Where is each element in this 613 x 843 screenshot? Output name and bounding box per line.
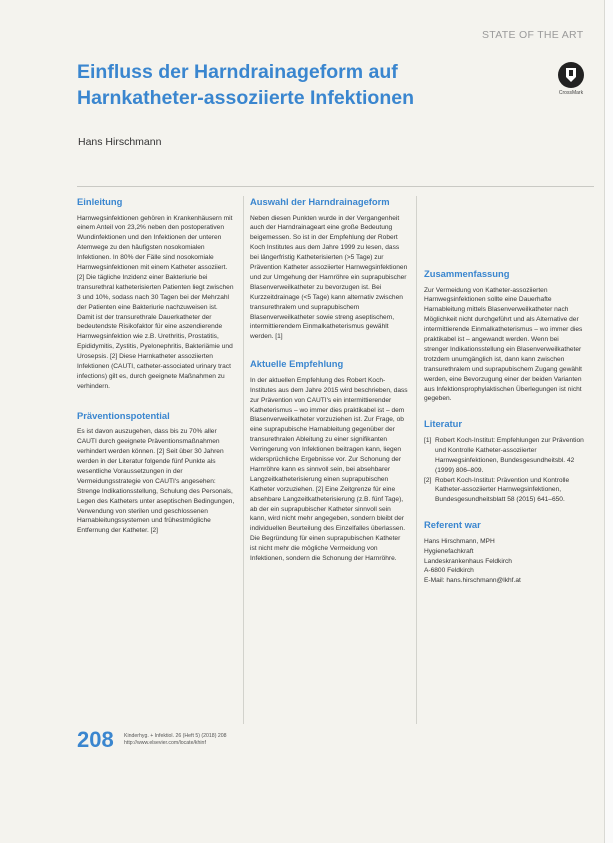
column-2 [250, 196, 408, 564]
page-number: 208 [77, 727, 114, 752]
paragraph-einleitung: Harnwegsinfektionen gehören in Krankenhäusern mit einem Anteil von 23,2% neben den postoperativen Wundinfektionen und den Infektionen der unteren Atemwege zu den häufigsten nosokomialen Infektionen. In 80% der Fälle sind nosokomiale Harnwegsinfektionen mit einem Katheter assoziiert. [2] Die tägliche Inzidenz einer Bakteriurie bei transurethral katheterisierten Patienten liegt zwischen 3 und 10%, sodass nach 30 Tagen bei der Mehrzahl der Patienten eine Bakteriurie nachzuweisen ist. Damit ist der transurethrale Dauerkatheter der bedeutendste Risikofaktor für eine aszendierende Harnwegsinfektion wie z.B. Urethritis, Prostatitis, Epididymitis, Zystitis, Pyelonephritis, Bakteriämie und Urosepsis. [2] Diese Harnkatheter assoziierten Infektionen (CAUTI, catheter-associated urinary tract infections) gilt es, durch geeignete Maßnahmen zu verhindern. [77, 214, 234, 390]
column-3 [424, 196, 584, 586]
reference-number: [2] [424, 476, 432, 484]
column-divider [416, 196, 417, 724]
referent-name: Hans Hirschmann, MPH [424, 537, 495, 545]
heading-einleitung: Einleitung [77, 196, 123, 207]
footer-citation [124, 733, 227, 747]
continued-text-space [424, 196, 584, 268]
heading-literatur: Literatur [424, 418, 463, 430]
referent-email[interactable]: E-Mail: hans.hirschmann@lkhf.at [424, 577, 521, 585]
paragraph-aktuelle-empfehlung: In der aktuellen Empfehlung des Robert Koch-Institutes aus dem Jahre 2015 wird beschrieben, dass zur Prävention von CAUTI's ein intermittierender Katheterismus – wo immer dies praktikabel ist – dem Blasenverweilkatheter vorzuziehen ist. Zur Frage, ob eine suprapubische Harnableitung gegenüber der transurethralen Ableitung zu einer signifikanten Verringerung von Infektionen beitragen kann, liegen widersprüchliche Ergebnisse vor. Zur Schonung der Harnröhre kann es sinnvoll sein, bei absehbarer Langzeitkatheterisierung einen suprapubischen Katheter vorzuziehen. [2] Eine Zeitgrenze für eine absehbare Langzeitkatheterisierung (z.B. fünf Tage), ab der ein suprapubischer Katheter sinnvoll sein kann, wird nicht mehr angegeben, sondern bleibt der individuellen Beurteilung des Einzelfalles überlassen. Die Begründung für einen suprapubischen Katheter ist nicht mehr die mögliche Vermeidung von Infektionen, sondern die Schonung der Harnröhre. [250, 376, 408, 563]
referent-city: A-6800 Feldkirch [424, 567, 474, 575]
reference-item [424, 436, 584, 476]
heading-zusammenfassung: Zusammenfassung [424, 268, 510, 279]
article-title [77, 59, 517, 111]
paragraph-zusammenfassung: Zur Vermeidung von Katheter-assoziierten Harnwegsinfektionen sollte eine Dauerhafte Harnableitung mittels Blasenverweilkatheter nach Möglichkeit nicht durchgeführt und als Alternative der intermittierende Einmalkatheterismus – wo immer dies praktikabel ist – angewandt werden. Wenn bei strenger Indikationsstellung ein Blasenverweilkatheter trotzdem unumgänglich ist, dann kann zwischen transurethralem und suprapubischem Zugang gewählt werden, eine Bevorzugung einer der beiden Varianten aus Infektionsprophylaktischen Überlegungen ist nicht gegeben. [424, 286, 583, 403]
referent-address [424, 537, 584, 587]
crossmark-caption: CrossMark [558, 90, 584, 96]
citation-line: Kinderhyg. + Infektiol. 26 (Heft 5) (2018) 208 [124, 733, 227, 739]
section-tag: STATE OF THE ART [482, 29, 584, 41]
reference-list [424, 436, 584, 505]
paragraph-auswahl: Neben diesen Punkten wurde in der Vergangenheit auch der Harndrainageart eine große Bedeutung beigemessen. So ist in der Empfehlung der Robert Koch Institutes aus dem Jahre 1999 zu lesen, dass bei längerfristig Katheterisierten (>5 Tage) zur Prävention Katheter assoziierter Harnwegsinfektionen und zur Umgehung der Harnröhre ein suprapubischer Blasenverweilkatheter zu bevorzugen ist. Bei Kurzzeitdrainage (<5 Tage) kann alternativ zwischen transurethralem und suprapubischem Blasenverweilkatheter sowie streng aseptischem, intermittierendem Einmalkatheterismus gewählt werden. [1] [250, 214, 408, 341]
column-1 [77, 196, 235, 536]
citation-url[interactable]: http://www.elsevier.com/locate/khinf [124, 740, 206, 746]
reference-item [424, 476, 584, 506]
reference-text: Robert Koch-Institut: Empfehlungen zur Prävention und Kontrolle Katheter-assoziierter Harnwegsinfektionen, Bundesgesundheitsbl. 42 (1999) 806–809. [435, 436, 584, 474]
title-line-1: Einfluss der Harndrainageform auf [77, 61, 398, 83]
reference-text: Robert Koch-Institut: Prävention und Kontrolle Katheter-assoziierter Harnwegsinfektionen, Bundesgesundheitsblatt 58 (2015) 641–650. [435, 476, 570, 504]
title-line-2: Harnkatheter-assoziierte Infektionen [77, 87, 415, 109]
heading-praeventionspotential: Präventionspotential [77, 409, 170, 421]
paragraph-praeventionspotential: Es ist davon auszugehen, dass bis zu 70% aller CAUTI durch geeignete Präventionsmaßnahmen verhindert werden können. [2] Seit über 30 Jahren werden in der Literatur folgende fünf Punkte als wesentliche Voraussetzungen in der Vermeidungsstrategie von CAUTI's angesehen: Strenge Indikationsstellung, Schulung des Personals, Legen des Katheters unter aseptischen Bedingungen, Verwendung von sterilen und geschlossenen Harnableitungssystemen und frühestmögliche Entfernung der Katheter. [2] [77, 428, 235, 535]
heading-referent: Referent war [424, 519, 481, 531]
crossmark-icon [558, 62, 584, 88]
column-divider [243, 196, 244, 724]
referent-role: Hygienefachkraft [424, 547, 474, 555]
header-rule [77, 186, 594, 187]
heading-aktuelle-empfehlung: Aktuelle Empfehlung [250, 358, 344, 370]
reference-number: [1] [424, 436, 432, 444]
heading-auswahl: Auswahl der Harndrainageform [250, 196, 390, 207]
referent-institution: Landeskrankenhaus Feldkirch [424, 557, 512, 565]
crossmark-logo[interactable] [553, 62, 589, 96]
author-name: Hans Hirschmann [78, 136, 162, 148]
page-edge [604, 0, 613, 843]
